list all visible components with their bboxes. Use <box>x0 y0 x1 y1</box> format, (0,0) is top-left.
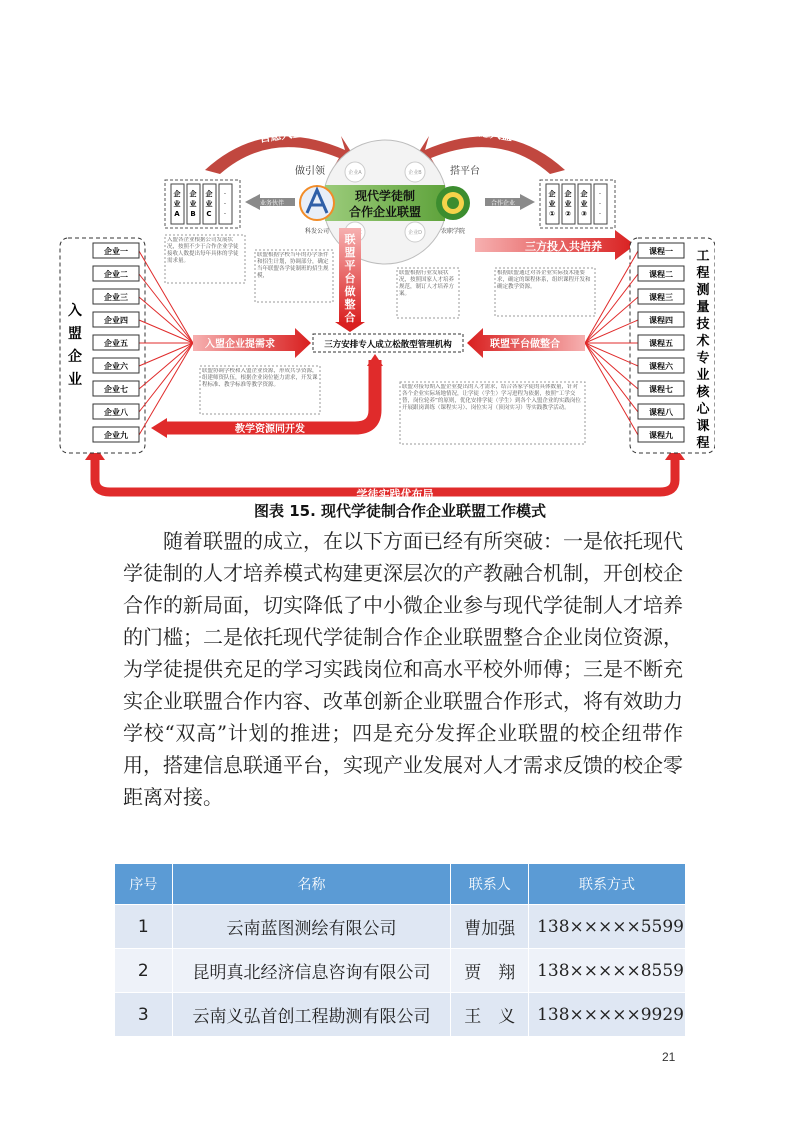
svg-text:业: 业 <box>564 200 572 208</box>
svg-text:③: ③ <box>581 210 587 218</box>
alliance-work-mode-diagram <box>55 110 715 500</box>
svg-text:技: 技 <box>696 317 710 332</box>
left-partner-label: 业务伙伴 <box>260 200 285 207</box>
cell-phone: 138×××××9929 <box>529 993 686 1037</box>
cell-index: 2 <box>115 949 173 993</box>
list-item-label: 企业一 <box>104 247 128 256</box>
svg-text:业: 业 <box>205 200 213 208</box>
platform-integration-label: 联盟平台做整合 <box>490 339 560 350</box>
svg-text:·: · <box>598 210 602 218</box>
bottom-outer-arrow-label: 学徒实践优布局 <box>356 488 434 500</box>
member-demand-label: 入盟企业提需求 <box>205 339 275 350</box>
header-index: 序号 <box>115 864 173 905</box>
list-item-label: 课程六 <box>649 362 673 371</box>
cell-phone: 138×××××5599 <box>529 905 686 949</box>
svg-text:·: · <box>223 210 227 218</box>
platform-integration-arrow <box>467 328 585 358</box>
svg-text:业: 业 <box>696 368 710 383</box>
header-phone: 联系方式 <box>529 864 686 905</box>
body-paragraph-block <box>123 525 683 813</box>
svg-text:盟: 盟 <box>68 326 82 342</box>
circle-company-a: 企业A <box>348 170 362 176</box>
svg-text:·: · <box>598 200 602 208</box>
three-party-label: 三方投入共培养 <box>525 240 602 253</box>
svg-text:专: 专 <box>696 351 710 366</box>
cell-phone: 138×××××8559 <box>529 949 686 993</box>
link-arrow <box>139 343 193 366</box>
svg-text:核: 核 <box>696 385 710 400</box>
svg-text:企: 企 <box>68 349 82 365</box>
page-number: 21 <box>662 1050 676 1064</box>
table-header-row <box>115 864 686 905</box>
cell-contact: 曹加强 <box>451 905 529 949</box>
link-arrow <box>139 274 193 343</box>
svg-text:企: 企 <box>205 190 213 198</box>
vertical-integration-arrow <box>335 228 365 332</box>
cell-name: 云南蓝图测绘有限公司 <box>172 905 451 949</box>
svg-text:业: 业 <box>580 200 588 208</box>
resource-dev-label: 教学资源同开发 <box>235 424 305 435</box>
college-label: 农职学院 <box>440 228 466 235</box>
table-row <box>115 949 686 993</box>
svg-text:企: 企 <box>564 190 572 198</box>
link-arrow <box>139 297 193 343</box>
three-party-arrow <box>475 230 635 260</box>
table-row <box>115 905 686 949</box>
list-item-label: 企业四 <box>104 316 128 325</box>
list-item-label: 课程三 <box>649 293 673 302</box>
top-left-companies <box>165 180 295 228</box>
svg-text:业: 业 <box>68 372 82 388</box>
list-item-label: 企业八 <box>104 408 128 417</box>
svg-text:B: B <box>190 210 196 218</box>
svg-text:·: · <box>598 190 602 198</box>
table-row <box>115 993 686 1037</box>
svg-text:②: ② <box>565 210 571 218</box>
cell-name: 云南义弘首创工程勘测有限公司 <box>172 993 451 1037</box>
svg-text:业: 业 <box>173 200 181 208</box>
right-core-courses <box>585 238 715 453</box>
svg-text:·: · <box>223 200 227 208</box>
cell-index: 3 <box>115 993 173 1037</box>
figure-caption: 图表 15. 现代学徒制合作企业联盟工作模式 <box>253 502 547 520</box>
svg-text:企: 企 <box>173 190 181 198</box>
svg-text:程: 程 <box>696 436 710 451</box>
lead-label: 做引领 <box>295 166 325 177</box>
list-item-label: 课程四 <box>649 316 673 325</box>
svg-text:盟: 盟 <box>344 246 356 259</box>
join-left-label: 自愿入盟 <box>258 125 304 145</box>
svg-text:企: 企 <box>548 190 556 198</box>
body-paragraph: 随着联盟的成立，在以下方面已经有所突破：一是依托现代学徒制的人才培养模式构建更深层次的产教融合机制，开创校企合作的新局面，切实降低了中小微企业参与现代学徒制人才培养的门槛；二是依托现代学徒制合作企业联盟整合企业岗位资源，为学徒提供充足的学习实践岗位和高水平校外师傅；三是不断充实企业联盟合作内容、改革创新企业联盟合作形式，将有效助力学校“双高”计划的推进；四是充分发挥企业联盟的校企纽带作用，搭建信息联通平台，实现产业发展对人才需求反馈的校企零距离对接。 <box>123 529 683 809</box>
list-item-label: 课程七 <box>649 385 673 394</box>
member-demand-arrow <box>193 328 311 358</box>
cell-index: 1 <box>115 905 173 949</box>
list-item-label: 企业七 <box>104 385 128 394</box>
management-box-label: 三方安排专人成立松散型管理机构 <box>324 340 452 350</box>
svg-text:工: 工 <box>696 249 710 264</box>
right-partner-label: 合作企业 <box>491 200 516 207</box>
note-practice-layout: 联盟对接每期入盟企业提出的人才需求，结合各家学徒的具体数量，针对各个企业实际场地情况，让学徒（学生）学习进程为依据，按照“工学交替，岗位轮养”的原则，优化安排学徒（学生）到各个入盟企业的实践岗位开展跟岗训练（课程实习）、岗位实习（顶岗实习）等实践教学活动。 <box>402 384 581 411</box>
svg-text:企: 企 <box>580 190 588 198</box>
join-left-arrow <box>205 125 355 174</box>
bottom-outer-arrow <box>85 446 685 500</box>
contacts-table <box>114 863 686 1037</box>
cell-contact: 贾 翔 <box>451 949 529 993</box>
svg-text:合: 合 <box>344 311 356 324</box>
platform-label: 搭平台 <box>450 166 480 177</box>
svg-text:·: · <box>223 190 227 198</box>
list-item-label: 课程九 <box>649 431 673 440</box>
svg-text:量: 量 <box>696 300 710 315</box>
alliance-title-1: 现代学徒制 <box>354 189 416 203</box>
list-item-label: 课程一 <box>649 247 673 256</box>
svg-text:心: 心 <box>696 402 710 417</box>
list-item-label: 课程八 <box>649 408 673 417</box>
management-box <box>313 334 463 352</box>
circle-company-d: 企业D <box>408 230 422 236</box>
note-enrolment: 联盟根据学校当年的办学条件和招生计划，协调部分，确定当年联盟各学徒制班的招生规模， <box>257 252 329 279</box>
list-item-label: 企业九 <box>104 431 128 440</box>
svg-text:联: 联 <box>344 233 356 246</box>
svg-text:程: 程 <box>696 266 710 281</box>
svg-text:业: 业 <box>548 200 556 208</box>
join-right-arrow <box>415 123 565 174</box>
header-contact: 联系人 <box>451 864 529 905</box>
note-member-demand: 入盟各企业根据公司发展状况，按照不少于合作企业学徒接收人数提出每年具体的学徒需求量。 <box>167 237 239 264</box>
list-item-label: 企业三 <box>104 293 128 302</box>
link-arrow <box>139 343 193 389</box>
link-arrow <box>139 320 193 343</box>
top-right-companies <box>485 180 615 228</box>
list-item-label: 企业五 <box>104 339 128 348</box>
kefa-label: 科发公司 <box>304 228 330 235</box>
join-right-label: 自愿入盟 <box>467 124 514 144</box>
svg-text:入: 入 <box>68 303 82 319</box>
svg-text:术: 术 <box>696 334 710 349</box>
alliance-title-2: 合作企业联盟 <box>348 205 422 219</box>
circle-company-b: 企业B <box>408 170 422 176</box>
header-name: 名称 <box>172 864 451 905</box>
svg-text:台: 台 <box>344 272 356 285</box>
note-resources: 联盟协调学校和入盟企业资源，形成共享资源，组建师资队伍，根据企业岗位能力需求，开发课程标准、教学标准等教学资源。 <box>202 368 318 388</box>
note-course-system: 根据联盟通过对各企业实际技术能要求，确定的课程体系，组织课程开发和确定教学资源。 <box>497 270 591 290</box>
list-item-label: 课程五 <box>649 339 673 348</box>
svg-text:C: C <box>206 210 212 218</box>
note-training-plan: 联盟根据行业发展状况，按照国家人才培养规范，制订人才培养方案。 <box>399 270 455 297</box>
svg-text:A: A <box>174 210 180 218</box>
cell-contact: 王 义 <box>451 993 529 1037</box>
svg-text:做: 做 <box>344 285 356 298</box>
svg-text:企: 企 <box>189 190 197 198</box>
list-item-label: 企业六 <box>104 362 128 371</box>
list-item-label: 企业二 <box>104 270 128 279</box>
svg-text:①: ① <box>549 210 555 218</box>
svg-text:课: 课 <box>696 419 710 434</box>
list-item-label: 课程二 <box>649 270 673 279</box>
link-arrow <box>139 343 193 412</box>
svg-text:平: 平 <box>344 259 356 272</box>
svg-text:业: 业 <box>189 200 197 208</box>
svg-text:测: 测 <box>696 283 710 298</box>
svg-text:整: 整 <box>344 298 356 311</box>
cell-name: 昆明真北经济信息咨询有限公司 <box>172 949 451 993</box>
